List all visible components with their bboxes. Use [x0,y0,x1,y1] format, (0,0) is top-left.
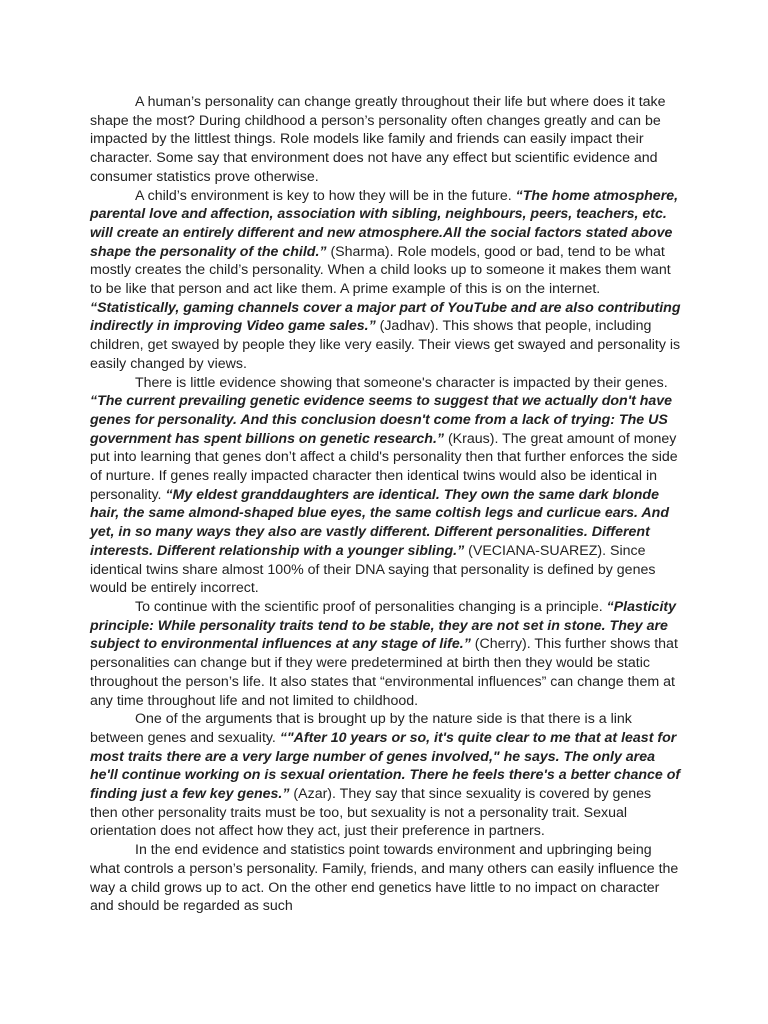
text-run: A human’s personality can change greatly throughout their life but where does it take shape the most? During childhood a person’s personality often changes greatly and can be impacted by the littlest things. Role models like family and friends can easily impact their character. Some say that environment does not have any effect but scientific evidence and consumer statistics prove otherwise. [90,94,666,185]
quote-azar: “"After 10 years or so, it's quite clear to me that at least for most traits there are a very large number of genes involved," he says. The only area he'll continue working on is sexual orientation. There he feels there's a better chance of finding just a few key genes.” [90,729,681,803]
text-run: (VECIANA-SUAREZ). Since identical twins share almost 100% of their DNA saying that personality is defined by genes would be entirely incorrect. [90,542,656,597]
quote-kraus: “The current prevailing genetic evidence seems to suggest that we actually don't have genes for personality. And this conclusion doesn't come from a lack of trying: The US government has spent billions on genetic research.” [90,393,673,447]
text-run: (Cherry). This further shows that personalities can change but if they were predetermined at birth then they would be static throughout the person’s life. It also states that “environmental influences” can change them at any time throughout life and not limited to childhood. [90,636,678,709]
quote-jadhav: “Statistically, gaming channels cover a major part of YouTube and are also contributing indirectly in improving Video game sales.” [90,299,681,335]
text-run: There is little evidence showing that someone's character is impacted by their genes. [135,374,668,391]
quote-plasticity-label: “Plasticity principle: [90,598,677,634]
paragraph-environment [90,187,682,374]
text-run: (Sharma). Role models, good or bad, tend to be what mostly creates the child’s personality. When a child looks up to someone it makes them want to be like that person and act like them. A prime example of this is on the internet. [90,243,671,298]
text-run: (Kraus). The great amount of money put into learning that genes don’t affect a child's personality then that further enforces the side of nurture. If genes really impacted character then identical twins would also be identical in personality. [90,430,678,503]
text-run: One of the arguments that is brought up by the nature side is that there is a link between genes and sexuality. [90,711,632,746]
paragraph-intro [90,93,682,187]
text-run: A child’s environment is key to how they will be in the future. [135,187,516,204]
quote-sharma: “The home atmosphere, parental love and affection, association with sibling, neighbours, peers, teachers, etc. will create an entirely different and new atmosphere.All the social factors stated above shape the personality of the child.” [90,187,679,260]
text-run: In the end evidence and statistics point towards environment and upbringing being what controls a person’s personality. Family, friends, and many others can easily influence the way a child grows up to act. On the other end genetics have little to no impact on character and should be regarded as such [90,842,679,915]
paragraph-sexuality [90,710,682,841]
text-run: To continue with the scientific proof of personalities changing is a principle. [135,598,607,615]
paragraph-plasticity [90,598,682,710]
text-run: (Jadhav). This shows that people, including children, get swayed by people they like very easily. Their views get swayed and personality is easily changed by views. [90,318,681,372]
paragraph-genes [90,374,682,598]
paragraph-conclusion [90,841,682,916]
quote-cherry: While personality traits tend to be stable, they are not set in stone. They are subject to environmental influences at any stage of life.” [90,617,668,653]
essay-body [90,93,682,916]
text-run: (Azar). They say that since sexuality is covered by genes then other personality traits must be too, but sexuality is not a personality trait. Sexual orientation does not affect how they act, just their preference in partners. [90,786,652,840]
quote-veciana-suarez: “My eldest granddaughters are identical. They own the same dark blonde hair, the same almond-shaped blue eyes, the same coltish legs and curlicue ears. And yet, in so many ways they also are vastly different. Different personalities. Different interests. Different relationship with a younger sibling.” [90,486,669,559]
